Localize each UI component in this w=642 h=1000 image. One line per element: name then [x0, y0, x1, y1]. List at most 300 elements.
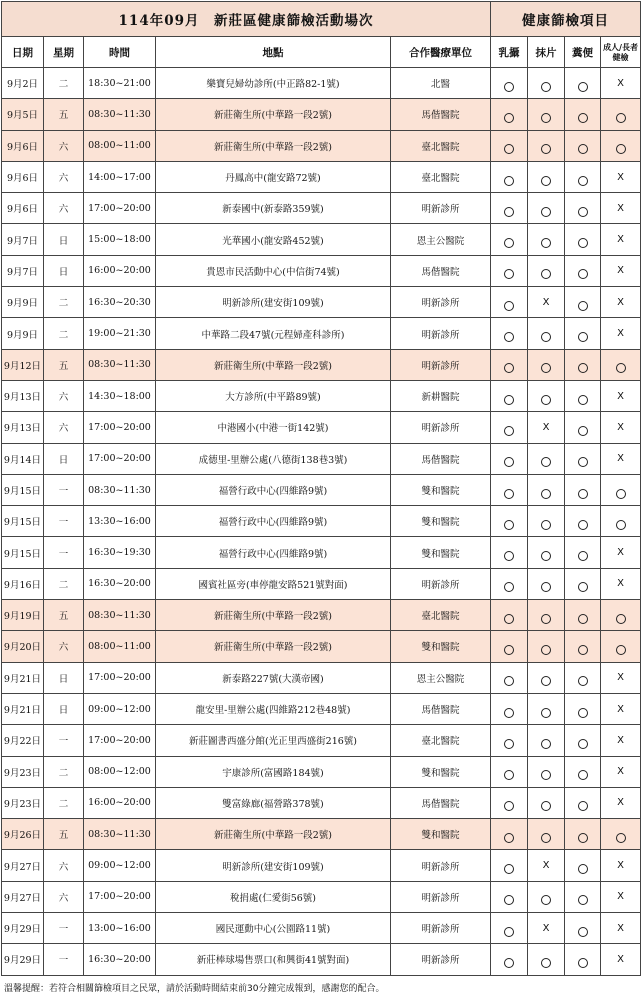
cell-pap-mark [528, 224, 565, 255]
cell-partner: 明新診所 [391, 287, 491, 318]
circle-icon [578, 489, 588, 499]
circle-icon [541, 144, 551, 154]
x-mark: X [617, 296, 624, 308]
cell-weekday: 一 [44, 537, 84, 568]
cell-time: 08:30~11:30 [84, 99, 156, 130]
circle-icon [578, 82, 588, 92]
x-mark: X [617, 891, 624, 903]
cell-date: 9月23日 [2, 787, 44, 818]
circle-icon [504, 426, 514, 436]
screening-schedule [1, 1, 640, 976]
cell-partner: 馬偕醫院 [391, 787, 491, 818]
circle-icon [541, 457, 551, 467]
circle-icon [504, 551, 514, 561]
circle-icon [504, 395, 514, 405]
table-row [2, 913, 641, 944]
cell-partner: 馬偕醫院 [391, 693, 491, 724]
cell-weekday: 二 [44, 318, 84, 349]
x-mark: X [617, 390, 624, 402]
cell-time: 16:30~20:30 [84, 287, 156, 318]
cell-stool-mark [565, 349, 601, 380]
cell-stool-mark [565, 255, 601, 286]
circle-icon [578, 426, 588, 436]
cell-time: 18:30~21:00 [84, 68, 156, 99]
circle-icon [578, 332, 588, 342]
cell-time: 17:00~20:00 [84, 881, 156, 912]
cell-pap-mark [528, 725, 565, 756]
circle-icon [504, 676, 514, 686]
cell-pap-mark [528, 287, 565, 318]
cell-breast-mark [491, 99, 528, 130]
circle-icon [616, 113, 626, 123]
cell-adult-mark [601, 474, 641, 505]
circle-icon [578, 833, 588, 843]
x-mark: X [617, 171, 624, 183]
circle-icon [504, 269, 514, 279]
cell-pap-mark [528, 819, 565, 850]
cell-stool-mark [565, 287, 601, 318]
cell-stool-mark [565, 506, 601, 537]
cell-date: 9月15日 [2, 474, 44, 505]
cell-breast-mark [491, 443, 528, 474]
col-partner: 合作醫療單位 [391, 37, 491, 68]
circle-icon [616, 833, 626, 843]
cell-stool-mark [565, 130, 601, 161]
cell-time: 14:00~17:00 [84, 161, 156, 192]
cell-time: 16:00~20:00 [84, 255, 156, 286]
circle-icon [504, 958, 514, 968]
circle-icon [616, 520, 626, 530]
x-mark: X [617, 547, 624, 559]
table-row [2, 99, 641, 130]
table-row [2, 850, 641, 881]
cell-time: 16:00~20:00 [84, 787, 156, 818]
table-title: 114年09月 新莊區健康篩檢活動場次 [2, 2, 491, 37]
cell-pap-mark [528, 631, 565, 662]
circle-icon [504, 176, 514, 186]
x-mark: X [617, 953, 624, 965]
cell-partner: 馬偕醫院 [391, 443, 491, 474]
cell-pap-mark [528, 787, 565, 818]
col-breast: 乳攝 [491, 37, 528, 68]
adult-line2: 健檢 [612, 52, 629, 62]
circle-icon [504, 113, 514, 123]
cell-location: 新莊衛生所(中華路一段2號) [156, 819, 391, 850]
cell-date: 9月7日 [2, 224, 44, 255]
circle-icon [578, 551, 588, 561]
circle-icon [504, 363, 514, 373]
table-row [2, 693, 641, 724]
cell-breast-mark [491, 287, 528, 318]
cell-location: 新莊圖書西盛分館(光正里西盛街216號) [156, 725, 391, 756]
cell-pap-mark [528, 881, 565, 912]
cell-adult-mark [601, 756, 641, 787]
cell-date: 9月20日 [2, 631, 44, 662]
cell-stool-mark [565, 662, 601, 693]
cell-partner: 明新診所 [391, 913, 491, 944]
circle-icon [616, 363, 626, 373]
circle-icon [504, 301, 514, 311]
cell-stool-mark [565, 819, 601, 850]
cell-pap-mark [528, 68, 565, 99]
cell-stool-mark [565, 474, 601, 505]
circle-icon [616, 144, 626, 154]
circle-icon [541, 363, 551, 373]
cell-pap-mark [528, 193, 565, 224]
cell-weekday: 六 [44, 380, 84, 411]
cell-breast-mark [491, 380, 528, 411]
cell-adult-mark [601, 850, 641, 881]
cell-weekday: 五 [44, 99, 84, 130]
cell-pap-mark [528, 756, 565, 787]
table-row [2, 349, 641, 380]
cell-location: 新莊棒球場售票口(和興街41號對面) [156, 944, 391, 975]
circle-icon [541, 207, 551, 217]
table-row [2, 130, 641, 161]
cell-weekday: 一 [44, 506, 84, 537]
cell-location: 新莊衛生所(中華路一段2號) [156, 99, 391, 130]
cell-weekday: 一 [44, 474, 84, 505]
cell-partner: 明新診所 [391, 193, 491, 224]
cell-adult-mark [601, 224, 641, 255]
x-mark: X [617, 234, 624, 246]
cell-date: 9月13日 [2, 412, 44, 443]
x-mark: X [542, 922, 550, 934]
circle-icon [541, 332, 551, 342]
circle-icon [504, 833, 514, 843]
cell-time: 17:00~20:00 [84, 412, 156, 443]
table-row [2, 380, 641, 411]
cell-pap-mark [528, 130, 565, 161]
cell-breast-mark [491, 161, 528, 192]
cell-adult-mark [601, 318, 641, 349]
table-row [2, 662, 641, 693]
cell-stool-mark [565, 193, 601, 224]
cell-pap-mark [528, 600, 565, 631]
cell-date: 9月14日 [2, 443, 44, 474]
table-row [2, 568, 641, 599]
cell-partner: 明新診所 [391, 881, 491, 912]
cell-breast-mark [491, 819, 528, 850]
circle-icon [541, 645, 551, 655]
cell-date: 9月6日 [2, 161, 44, 192]
circle-icon [541, 895, 551, 905]
x-mark: X [617, 922, 624, 934]
cell-breast-mark [491, 850, 528, 881]
cell-partner: 馬偕醫院 [391, 255, 491, 286]
circle-icon [578, 958, 588, 968]
cell-adult-mark [601, 255, 641, 286]
cell-pap-mark [528, 944, 565, 975]
footnote: 溫馨提醒：若符合相關篩檢項目之民眾，請於活動時間結束前30分鐘完成報到，感謝您的配合。 [4, 984, 385, 994]
circle-icon [541, 833, 551, 843]
cell-location: 國賓社區旁(車停龍安路521號對面) [156, 568, 391, 599]
cell-time: 15:00~18:00 [84, 224, 156, 255]
circle-icon [541, 770, 551, 780]
circle-icon [578, 269, 588, 279]
circle-icon [578, 301, 588, 311]
cell-weekday: 二 [44, 68, 84, 99]
table-row [2, 756, 641, 787]
cell-partner: 恩主公醫院 [391, 662, 491, 693]
circle-icon [541, 176, 551, 186]
cell-stool-mark [565, 443, 601, 474]
cell-breast-mark [491, 787, 528, 818]
cell-pap-mark [528, 380, 565, 411]
cell-location: 新莊衛生所(中華路一段2號) [156, 600, 391, 631]
cell-time: 08:30~11:30 [84, 349, 156, 380]
circle-icon [578, 645, 588, 655]
cell-stool-mark [565, 412, 601, 443]
cell-pap-mark [528, 318, 565, 349]
circle-icon [578, 582, 588, 592]
circle-icon [578, 457, 588, 467]
cell-adult-mark [601, 161, 641, 192]
cell-adult-mark [601, 412, 641, 443]
circle-icon [504, 582, 514, 592]
table-row [2, 881, 641, 912]
cell-time: 17:00~20:00 [84, 443, 156, 474]
circle-icon [541, 395, 551, 405]
cell-partner: 明新診所 [391, 568, 491, 599]
circle-icon [578, 207, 588, 217]
cell-partner: 明新診所 [391, 318, 491, 349]
table-row [2, 193, 641, 224]
cell-time: 08:30~11:30 [84, 474, 156, 505]
cell-adult-mark [601, 944, 641, 975]
circle-icon [578, 801, 588, 811]
cell-breast-mark [491, 537, 528, 568]
x-mark: X [617, 77, 624, 89]
table-row [2, 537, 641, 568]
table-row [2, 944, 641, 975]
x-mark: X [617, 734, 624, 746]
cell-location: 福營行政中心(四維路9號) [156, 474, 391, 505]
cell-weekday: 六 [44, 412, 84, 443]
cell-time: 16:30~19:30 [84, 537, 156, 568]
cell-stool-mark [565, 224, 601, 255]
circle-icon [578, 614, 588, 624]
cell-pap-mark [528, 537, 565, 568]
cell-partner: 馬偕醫院 [391, 99, 491, 130]
cell-stool-mark [565, 68, 601, 99]
table-row [2, 787, 641, 818]
cell-weekday: 一 [44, 913, 84, 944]
cell-breast-mark [491, 474, 528, 505]
circle-icon [504, 614, 514, 624]
cell-pap-mark [528, 443, 565, 474]
col-pap: 抹片 [528, 37, 565, 68]
cell-breast-mark [491, 662, 528, 693]
cell-pap-mark [528, 474, 565, 505]
cell-partner: 臺北醫院 [391, 130, 491, 161]
circle-icon [541, 520, 551, 530]
circle-icon [541, 614, 551, 624]
circle-icon [504, 520, 514, 530]
cell-breast-mark [491, 130, 528, 161]
cell-location: 福營行政中心(四維路9號) [156, 537, 391, 568]
table-row [2, 224, 641, 255]
header-row [2, 37, 641, 68]
x-mark: X [617, 672, 624, 684]
cell-pap-mark [528, 506, 565, 537]
circle-icon [504, 144, 514, 154]
cell-weekday: 二 [44, 756, 84, 787]
cell-breast-mark [491, 318, 528, 349]
cell-location: 宇康診所(富國路184號) [156, 756, 391, 787]
cell-weekday: 日 [44, 255, 84, 286]
circle-icon [578, 144, 588, 154]
cell-time: 08:30~11:30 [84, 819, 156, 850]
cell-breast-mark [491, 881, 528, 912]
cell-stool-mark [565, 318, 601, 349]
circle-icon [541, 113, 551, 123]
cell-weekday: 五 [44, 600, 84, 631]
cell-pap-mark [528, 662, 565, 693]
cell-date: 9月29日 [2, 944, 44, 975]
table-row [2, 474, 641, 505]
cell-breast-mark [491, 725, 528, 756]
cell-time: 08:30~11:30 [84, 600, 156, 631]
cell-weekday: 日 [44, 443, 84, 474]
table-row [2, 255, 641, 286]
circle-icon [541, 801, 551, 811]
screening-items-title: 健康篩檢項目 [491, 2, 641, 37]
cell-date: 9月5日 [2, 99, 44, 130]
cell-date: 9月23日 [2, 756, 44, 787]
circle-icon [504, 864, 514, 874]
circle-icon [541, 708, 551, 718]
cell-location: 中港國小(中港一街142號) [156, 412, 391, 443]
cell-weekday: 五 [44, 349, 84, 380]
circle-icon [504, 801, 514, 811]
cell-pap-mark [528, 255, 565, 286]
cell-breast-mark [491, 693, 528, 724]
x-mark: X [617, 328, 624, 340]
col-location: 地點 [156, 37, 391, 68]
cell-adult-mark [601, 725, 641, 756]
cell-weekday: 二 [44, 787, 84, 818]
cell-adult-mark [601, 600, 641, 631]
cell-adult-mark [601, 130, 641, 161]
circle-icon [504, 457, 514, 467]
x-mark: X [617, 421, 624, 433]
cell-stool-mark [565, 600, 601, 631]
cell-partner: 明新診所 [391, 412, 491, 443]
cell-weekday: 六 [44, 631, 84, 662]
cell-location: 明新診所(建安街109號) [156, 850, 391, 881]
cell-adult-mark [601, 349, 641, 380]
cell-time: 13:30~16:00 [84, 506, 156, 537]
cell-time: 13:00~16:00 [84, 913, 156, 944]
cell-weekday: 六 [44, 130, 84, 161]
cell-date: 9月7日 [2, 255, 44, 286]
circle-icon [578, 113, 588, 123]
cell-pap-mark [528, 913, 565, 944]
x-mark: X [542, 860, 550, 872]
cell-time: 08:00~11:00 [84, 130, 156, 161]
cell-time: 08:00~11:00 [84, 631, 156, 662]
cell-partner: 臺北醫院 [391, 161, 491, 192]
circle-icon [504, 739, 514, 749]
cell-location: 新莊衛生所(中華路一段2號) [156, 631, 391, 662]
table-row [2, 725, 641, 756]
circle-icon [578, 520, 588, 530]
cell-stool-mark [565, 161, 601, 192]
cell-date: 9月27日 [2, 881, 44, 912]
circle-icon [504, 895, 514, 905]
table-row [2, 68, 641, 99]
circle-icon [504, 489, 514, 499]
circle-icon [504, 645, 514, 655]
schedule-rows [2, 68, 641, 976]
x-mark: X [617, 578, 624, 590]
table-row [2, 819, 641, 850]
col-date: 日期 [2, 37, 44, 68]
cell-breast-mark [491, 756, 528, 787]
cell-adult-mark [601, 68, 641, 99]
circle-icon [504, 82, 514, 92]
cell-date: 9月9日 [2, 287, 44, 318]
cell-location: 福營行政中心(四維路9號) [156, 506, 391, 537]
cell-adult-mark [601, 568, 641, 599]
cell-stool-mark [565, 568, 601, 599]
cell-weekday: 一 [44, 725, 84, 756]
circle-icon [541, 489, 551, 499]
cell-partner: 明新診所 [391, 944, 491, 975]
circle-icon [578, 708, 588, 718]
cell-location: 貴恩市民活動中心(中信街74號) [156, 255, 391, 286]
cell-breast-mark [491, 68, 528, 99]
circle-icon [578, 238, 588, 248]
circle-icon [578, 770, 588, 780]
cell-location: 大方診所(中平路89號) [156, 380, 391, 411]
circle-icon [578, 739, 588, 749]
cell-date: 9月12日 [2, 349, 44, 380]
cell-adult-mark [601, 819, 641, 850]
x-mark: X [617, 202, 624, 214]
cell-weekday: 一 [44, 944, 84, 975]
cell-adult-mark [601, 787, 641, 818]
cell-breast-mark [491, 255, 528, 286]
x-mark: X [617, 703, 624, 715]
cell-partner: 雙和醫院 [391, 506, 491, 537]
cell-partner: 臺北醫院 [391, 725, 491, 756]
circle-icon [616, 614, 626, 624]
cell-breast-mark [491, 193, 528, 224]
cell-location: 新莊衛生所(中華路一段2號) [156, 349, 391, 380]
cell-adult-mark [601, 443, 641, 474]
cell-weekday: 六 [44, 161, 84, 192]
adult-line1: 成人/長者 [603, 42, 638, 52]
cell-location: 新泰路227號(大漢帝國) [156, 662, 391, 693]
circle-icon [578, 176, 588, 186]
schedule-table [1, 1, 641, 976]
cell-breast-mark [491, 568, 528, 599]
table-row [2, 287, 641, 318]
cell-weekday: 日 [44, 224, 84, 255]
circle-icon [578, 895, 588, 905]
cell-time: 09:00~12:00 [84, 693, 156, 724]
cell-partner: 雙和醫院 [391, 537, 491, 568]
cell-partner: 北醫 [391, 68, 491, 99]
cell-stool-mark [565, 881, 601, 912]
circle-icon [541, 582, 551, 592]
cell-time: 17:00~20:00 [84, 193, 156, 224]
cell-stool-mark [565, 787, 601, 818]
cell-pap-mark [528, 412, 565, 443]
cell-weekday: 日 [44, 693, 84, 724]
